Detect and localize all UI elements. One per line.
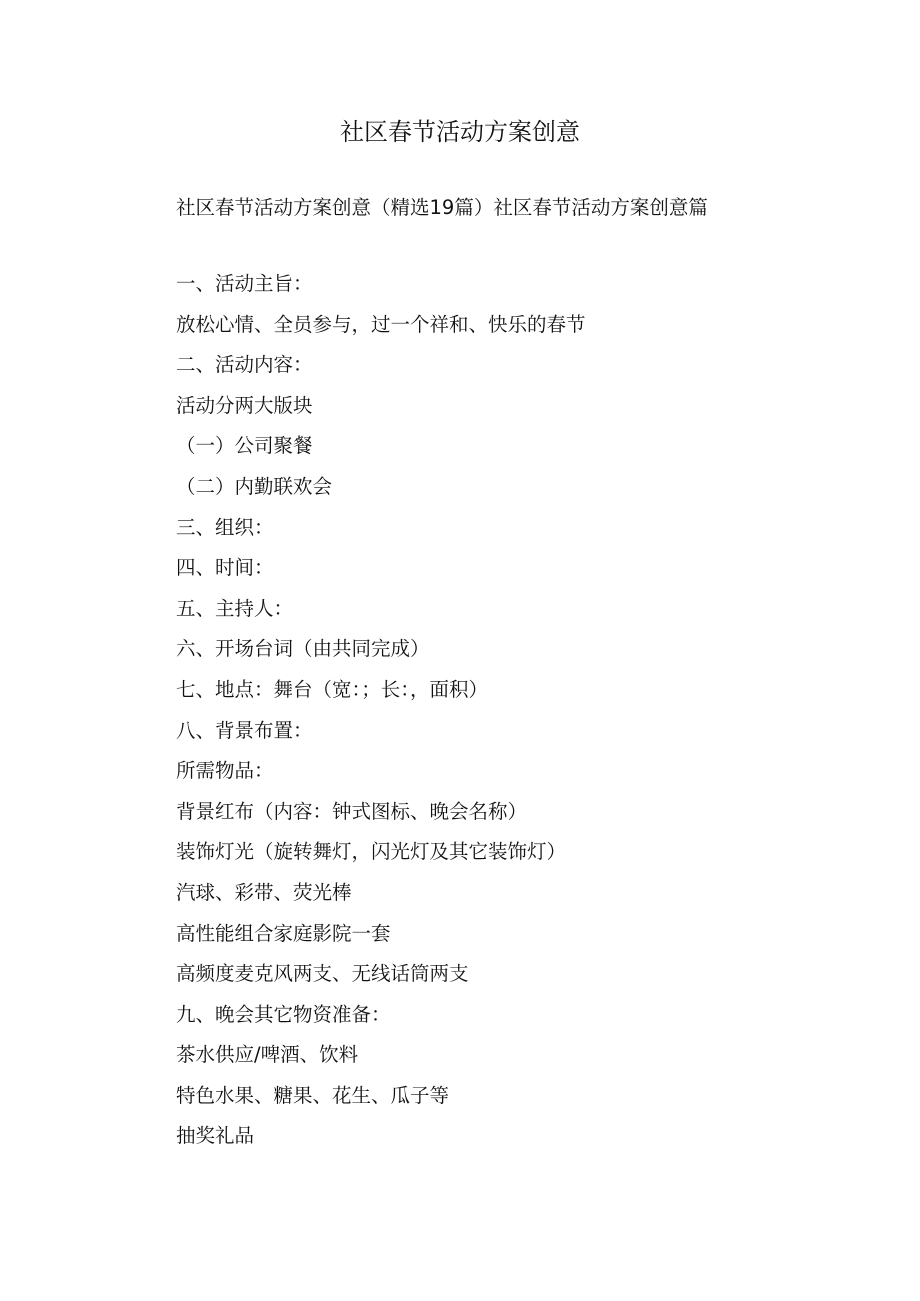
body-line: 装饰灯光（旋转舞灯，闪光灯及其它装饰灯） [176,840,567,864]
body-line: 四、时间： [176,556,274,580]
body-line: 六、开场台词（由共同完成） [176,637,430,661]
body-line: 所需物品： [176,759,274,783]
body-line: 五、主持人： [176,596,294,620]
body-line: 一、活动主旨： [176,272,313,295]
document-title: 社区春节活动方案创意 [340,118,580,146]
body-line: 高频度麦克风两支、无线话筒两支 [176,962,469,986]
body-line: （一）公司聚餐 [176,434,313,458]
body-line: 二、活动内容： [176,353,313,377]
body-line: 特色水果、糖果、花生、瓜子等 [176,1083,450,1107]
body-line: （二）内勤联欢会 [176,474,333,498]
body-line: 三、组织： [176,515,274,539]
body-line: 背景红布（内容：钟式图标、晚会名称） [176,799,528,823]
body-line: 汽球、彩带、荧光棒 [176,880,352,904]
body-line: 活动分两大版块 [176,393,313,417]
body-line: 放松心情、全员参与，过一个祥和、快乐的春节 [176,312,586,336]
body-line: 抽奖礼品 [176,1124,255,1148]
document-subtitle: 社区春节活动方案创意（精选19篇）社区春节活动方案创意篇 [176,196,708,219]
body-line: 九、晚会其它物资准备： [176,1002,391,1026]
body-line: 茶水供应/啤酒、饮料 [176,1043,359,1067]
body-line: 八、背景布置： [176,718,313,742]
body-line: 七、地点：舞台（宽：；长：，面积） [176,677,489,701]
document-body [176,269,876,1162]
body-line: 高性能组合家庭影院一套 [176,921,391,945]
